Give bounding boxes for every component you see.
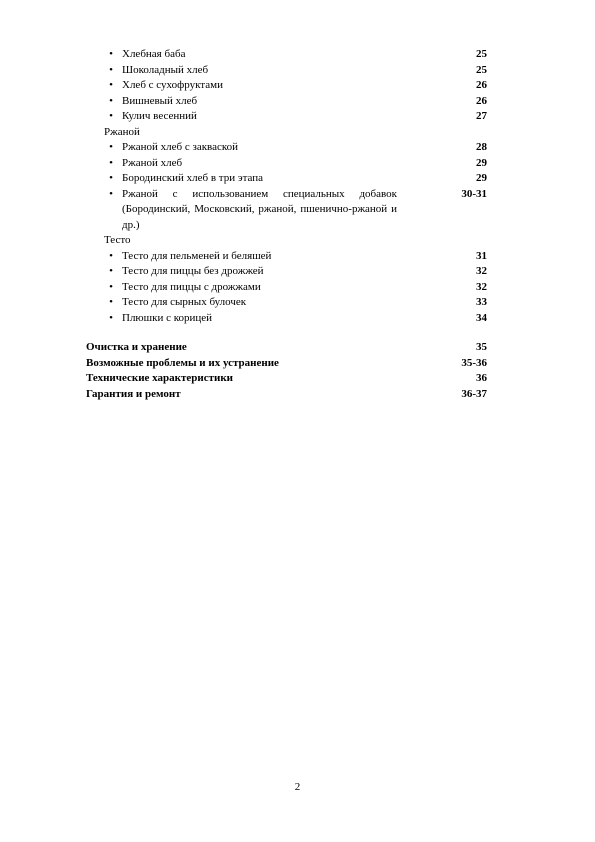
toc-entry-label: Кулич весенний (122, 110, 197, 122)
toc-section-label: Гарантия и ремонт (86, 387, 181, 400)
toc-category-dough (86, 233, 487, 249)
toc-entry (86, 78, 487, 94)
toc-entry-label: Ржаной с использованием специальных добавок (Бородинский, Московский, ржаной, пшенично-ржаной и др.) (122, 187, 397, 231)
bullet-icon: • (109, 280, 113, 293)
toc-section (86, 356, 487, 372)
toc-entry-label: Шоколадный хлеб (122, 63, 209, 76)
toc-entry-page: 25 (476, 48, 487, 60)
bullet-icon: • (109, 172, 113, 184)
toc-entry-label: Тесто для пиццы без дрожжей (122, 265, 264, 277)
toc-entry-page: 34 (476, 311, 487, 324)
page-number: 2 (294, 781, 301, 793)
bullet-icon: • (109, 249, 113, 262)
toc-entry (86, 280, 487, 296)
toc-entry-page: 26 (476, 94, 487, 107)
toc-entry (86, 311, 487, 327)
toc-entry-label: Ржаной хлеб с закваской (122, 141, 239, 153)
bullet-icon: • (109, 187, 113, 200)
toc-entry-page: 27 (476, 110, 487, 122)
toc-entry (86, 156, 487, 172)
table-of-contents (86, 47, 487, 402)
bullet-icon: • (109, 311, 113, 324)
bullet-icon: • (109, 156, 113, 169)
toc-section-page: 36-37 (461, 387, 487, 400)
toc-entry-page: 25 (476, 63, 487, 76)
toc-entry-label: Плюшки с корицей (122, 311, 213, 324)
toc-section-page: 35-36 (461, 356, 487, 369)
toc-entry-label: Вишневый хлеб (122, 94, 198, 107)
toc-entry (86, 109, 487, 125)
bullet-icon: • (109, 110, 113, 122)
toc-entry-page: 31 (476, 249, 487, 262)
toc-entry (86, 47, 487, 63)
toc-category-label: Тесто (104, 234, 131, 246)
toc-entry (86, 295, 487, 311)
bullet-icon: • (109, 48, 113, 60)
toc-entry-label: Ржаной хлеб (122, 156, 183, 169)
toc-section-page: 35 (476, 341, 487, 353)
toc-entry (86, 63, 487, 79)
bullet-icon: • (109, 265, 113, 277)
toc-entry (86, 187, 487, 234)
bullet-icon: • (109, 79, 113, 91)
toc-category-rye (86, 125, 487, 141)
toc-entry (86, 171, 487, 187)
toc-section-label: Технические характеристики (86, 372, 234, 384)
bullet-icon: • (109, 141, 113, 153)
toc-entry-label: Хлеб с сухофруктами (122, 79, 223, 91)
toc-entry-label: Тесто для пиццы с дрожжами (122, 280, 261, 293)
toc-entry-label: Бородинский хлеб в три этапа (122, 172, 264, 184)
toc-entry-label: Хлебная баба (122, 48, 186, 60)
toc-entry (86, 264, 487, 280)
toc-entry-page: 30-31 (461, 187, 487, 200)
toc-entry (86, 140, 487, 156)
toc-entry-page: 32 (476, 280, 487, 293)
toc-section (86, 340, 487, 356)
section-spacer (86, 326, 487, 340)
toc-entry (86, 94, 487, 110)
toc-entry-page: 26 (476, 79, 487, 91)
toc-section-label: Очистка и хранение (86, 341, 187, 353)
toc-entry-page: 32 (476, 265, 487, 277)
toc-entry-page: 33 (476, 296, 487, 308)
toc-entry-page: 28 (476, 141, 487, 153)
bullet-icon: • (109, 63, 113, 76)
toc-entry (86, 249, 487, 265)
toc-entry-label: Тесто для пельменей и беляшей (122, 249, 272, 262)
toc-section-label: Возможные проблемы и их устранение (86, 356, 279, 369)
toc-category-label: Ржаной (104, 125, 140, 138)
toc-section (86, 387, 487, 403)
toc-entry-label: Тесто для сырных булочек (122, 296, 247, 308)
toc-entry-page: 29 (476, 156, 487, 169)
toc-entry-page: 29 (476, 172, 487, 184)
toc-section (86, 371, 487, 387)
bullet-icon: • (109, 296, 113, 308)
toc-section-page: 36 (476, 372, 487, 384)
bullet-icon: • (109, 94, 113, 107)
